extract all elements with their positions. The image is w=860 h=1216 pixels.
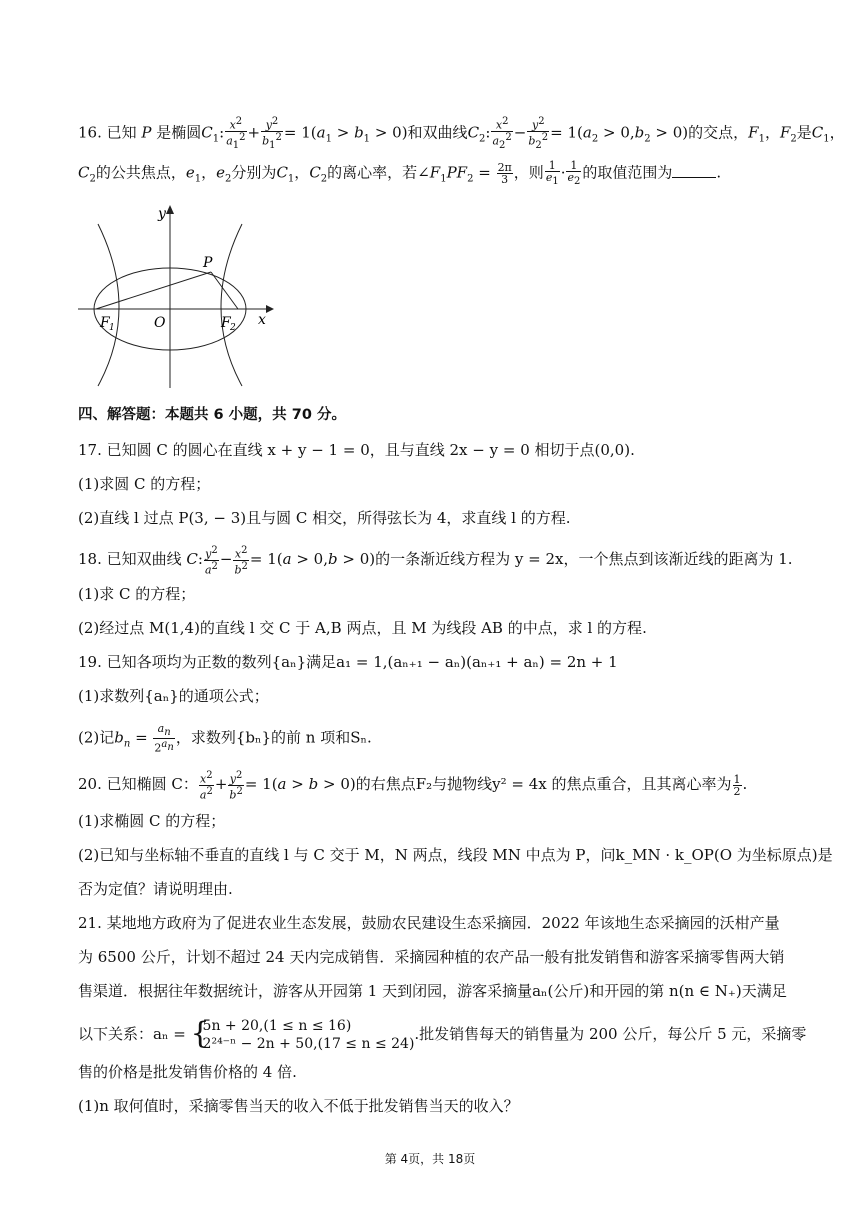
page-footer: 第 4页，共 18页 — [384, 1152, 476, 1166]
point-f1-label: F — [100, 315, 110, 331]
q21-line-2: 为 6500 公斤，计划不超过 24 天内完成销售．采摘园种植的农产品一般有批发销售和游客采摘零售两大销 — [78, 948, 785, 966]
q18-line-2: (1)求 C 的方程； — [78, 585, 196, 603]
q16-line-1: 16. 已知 P 是椭圆$C_1$: $\frac{x^2}{a_1^2}$ + $\frac{y^2}{b_1^2}$ = $1(a_1 > b_1 > 0)$和双曲线$C_2$: $\frac{x^2}{a_2^2}$ − $\frac{y^2}{b_2^2}$ = $1(a_2 > 0,b_2 > 0)$的交点，$F_1$，$F_2$是$C_1$， — [78, 116, 845, 151]
origin-label: O — [154, 315, 166, 331]
piece-case-2: 2²⁴⁻ⁿ − 2n + 50,(17 ≤ n ≤ 24) — [202, 1036, 415, 1052]
x-axis-arrow — [266, 305, 274, 313]
q21-line-1: 21. 某地地方政府为了促进农业生态发展，鼓励农民建设生态采摘园．2022 年该地生态采摘园的沃柑产量 — [78, 914, 780, 932]
q17-line-3: (2)直线 l 过点 P(3, − 3)且与圆 C 相交，所得弦长为 4，求直线 l 的方程. — [78, 509, 571, 527]
q20-text: . — [742, 775, 748, 794]
q21-line-3: 售渠道．根据往年数据统计，游客从开园第 1 天到闭园，游客采摘量aₙ(公斤)和开园的第 n(n ∈ N₊)天满足 — [78, 982, 787, 1000]
q21-line-5: 售的价格是批发销售价格的 4 倍. — [78, 1063, 297, 1081]
point-p-label: P — [203, 255, 213, 271]
q19-line-3: (2)记$b_n$ = $\frac{a_n}{2^{a_n}}$ ，求数列{bₙ}的前 n 项和Sₙ. — [78, 722, 372, 755]
q20-line-1: 20. 已知椭圆 C： $\frac{x^2}{a^2}$ + $\frac{y^2}{b^2}$ = 1(a > b > 0)的右焦点F₂与抛物线y² = 4x 的焦点重合，且其离心率为 $\frac{1}{2}$ . — [78, 770, 748, 802]
segment-f1-p — [96, 272, 211, 309]
q16-text: 的公共焦点， — [95, 163, 186, 182]
piecewise-function: { 5n + 20,(1 ≤ n ≤ 16) 2²⁴⁻ⁿ − 2n + 50,(17 ≤ n ≤ 24) — [190, 1016, 415, 1052]
q19-line-1: 19. 已知各项均为正数的数列{aₙ}满足a₁ = 1,(aₙ₊₁ − aₙ)(aₙ₊₁ + aₙ) = 2n + 1 — [78, 653, 618, 671]
x-axis-label: x — [258, 312, 266, 328]
section-heading: 四、解答题：本题共 6 小题，共 70 分。 — [78, 407, 346, 423]
point-f2-subscript: 2 — [230, 323, 236, 333]
q21-text: .批发销售每天的销售量为 200 公斤，每公斤 5 元，采摘零 — [414, 1025, 807, 1043]
q16-text: 和双曲线 — [407, 123, 468, 142]
point-f2-label: F — [221, 315, 231, 331]
q21-line-6: (1)n 取何值时，采摘零售当天的收入不低于批发销售当天的收入？ — [78, 1097, 519, 1115]
segment-p-f2 — [211, 272, 238, 309]
q18-line-1: 18. 已知双曲线 C: $\frac{y^2}{a^2}$ − $\frac{x^2}{b^2}$ = 1(a > 0,b > 0)的一条渐近线方程为 y = 2x，一个焦点到该渐近线的距离为 1. — [78, 545, 793, 577]
q20-text: 20. 已知椭圆 C： — [78, 775, 198, 794]
q16-text: 的取值范围为 — [582, 163, 673, 182]
q21-line-4 — [78, 1016, 807, 1053]
q20-line-2: (1)求椭圆 C 的方程； — [78, 812, 226, 830]
q16-text: . — [716, 163, 722, 182]
q20-line-3: (2)已知与坐标轴不垂直的直线 l 与 C 交于 M，N 两点，线段 MN 中点为 P，问k_MN · k_OP(O 为坐标原点)是 — [78, 846, 833, 864]
q18-text: 18. 已知双曲线 — [78, 550, 187, 569]
q21-text: 以下关系：aₙ = — [78, 1025, 191, 1043]
q17-line-2: (1)求圆 C 的方程； — [78, 475, 211, 493]
q20-line-4: 否为定值？请说明理由. — [78, 880, 233, 898]
q18-text: 的一条渐近线方程为 y = 2x，一个焦点到该渐近线的距离为 1. — [375, 550, 793, 569]
q19-line-2: (1)求数列{aₙ}的通项公式； — [78, 687, 269, 705]
point-f1-subscript: 1 — [109, 323, 115, 333]
q19-text: (2)记 — [78, 728, 115, 747]
answer-blank — [672, 163, 716, 178]
q16-text: 的交点， — [688, 123, 749, 142]
q17-line-1: 17. 已知圆 C 的圆心在直线 x + y − 1 = 0，且与直线 2x − y = 0 相切于点(0,0). — [78, 441, 635, 459]
q16-text: ，则 — [513, 163, 544, 182]
q18-line-3: (2)经过点 M(1,4)的直线 l 交 C 于 A,B 两点，且 M 为线段 AB 的中点，求 l 的方程. — [78, 619, 647, 637]
piece-case-1: 5n + 20,(1 ≤ n ≤ 16) — [202, 1018, 352, 1034]
y-axis-arrow — [166, 205, 174, 214]
q16-text: 是椭圆 — [151, 123, 202, 142]
q20-text: 的右焦点F₂与抛物线y² = 4x 的焦点重合，且其离心率为 — [355, 775, 732, 794]
q16-text: 16. 已知 — [78, 123, 142, 142]
q16-text: 的离心率，若 — [327, 163, 418, 182]
q16-line-2: $C_2$的公共焦点，$e_1$，$e_2$分别为$C_1$，$C_2$的离心率，若$\angle F_1PF_2$ = $\frac{2\pi}{3}$ ，则 $\frac{1}{e_1}$ · $\frac{1}{e_2}$ 的取值范围为 . — [78, 159, 722, 188]
q19-text: ，求数列{bₙ}的前 n 项和Sₙ. — [175, 728, 372, 747]
q16-text: 分别为 — [231, 163, 277, 182]
ellipse-hyperbola-figure — [78, 200, 278, 390]
y-axis-label: y — [158, 206, 166, 222]
hyperbola-right-branch — [221, 224, 242, 386]
